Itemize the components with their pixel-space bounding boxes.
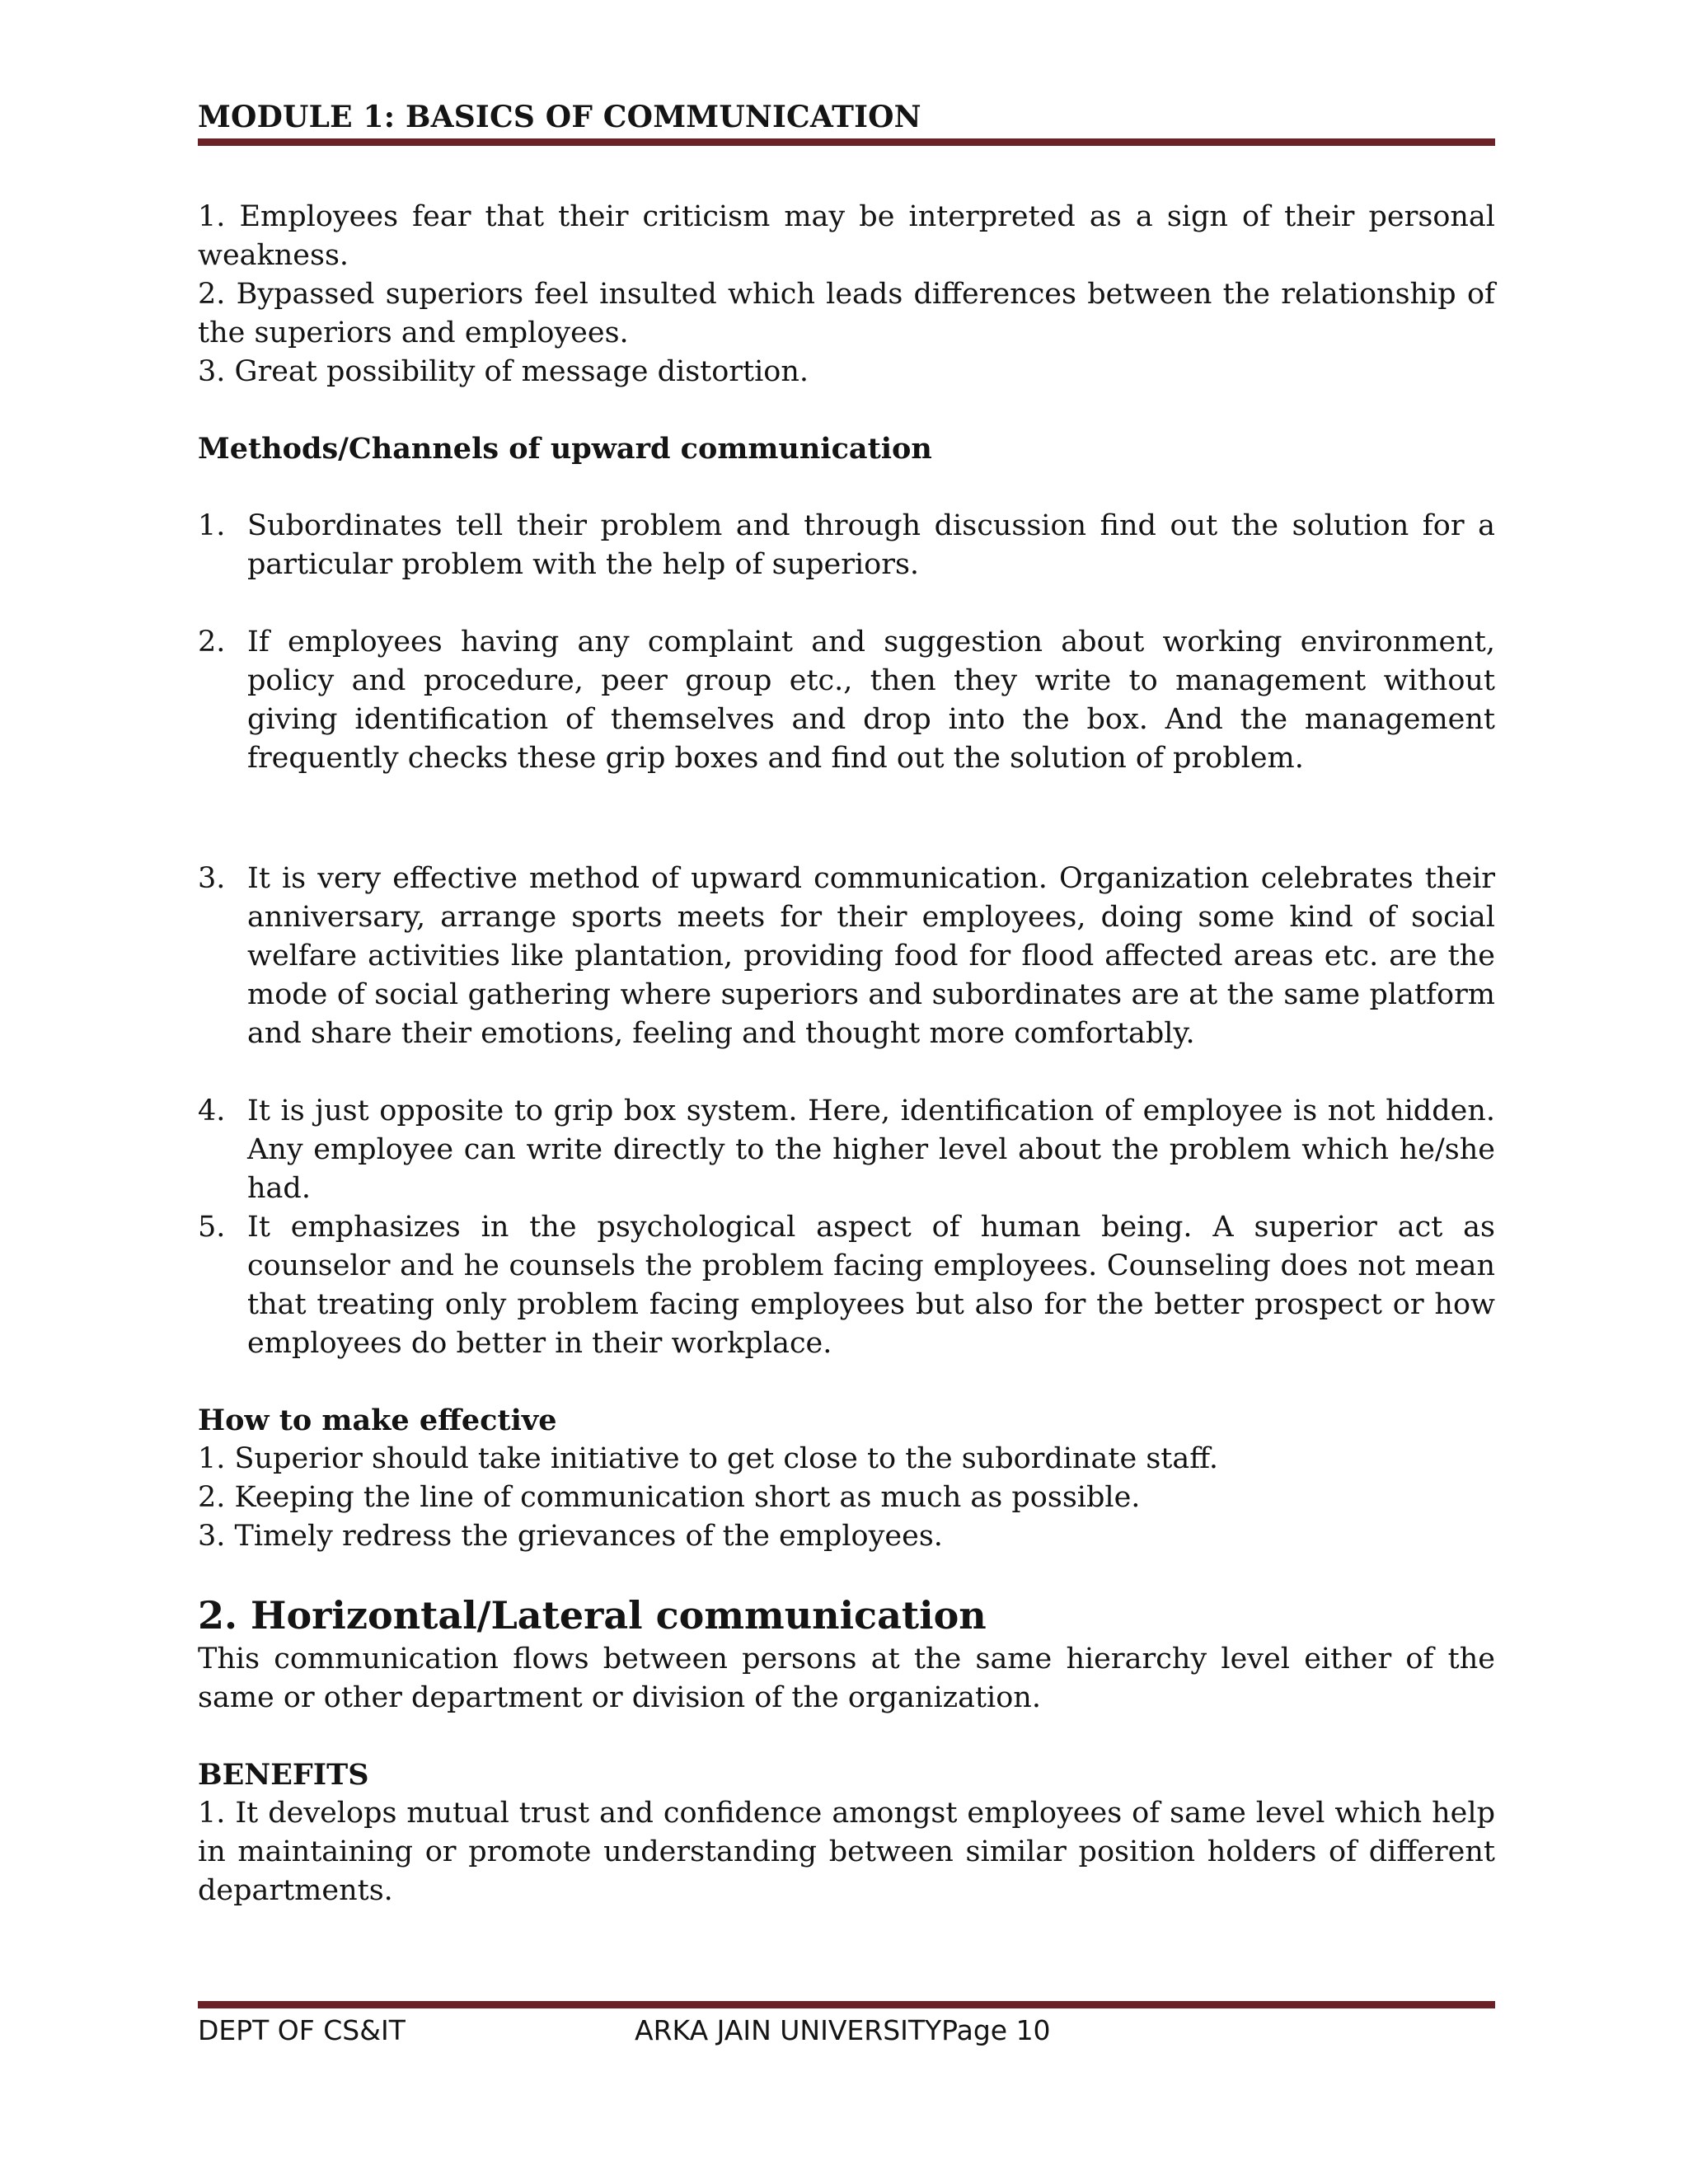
- method-item-2: [198, 623, 1495, 778]
- footer-university-page: ARKA JAIN UNIVERSITYPage 10: [635, 2014, 1051, 2046]
- effective-heading: How to make effective: [198, 1404, 557, 1437]
- effective-item: 1. Superior should take initiative to get close to the subordinate staff.: [198, 1442, 1218, 1475]
- disadvantages-list: [198, 198, 1495, 391]
- method-number: 1.: [198, 509, 226, 542]
- benefit-item: 1. It develops mutual trust and confidence amongst employees of same level which help in maintaining or promote understanding between similar position holders of different departments.: [198, 1797, 1495, 1907]
- benefits-heading: BENEFITS: [198, 1758, 369, 1792]
- method-item-4: [198, 1092, 1495, 1208]
- horizontal-heading: 2. Horizontal/Lateral communication: [198, 1593, 987, 1638]
- horizontal-section: [198, 1591, 1495, 1718]
- method-number: 5.: [198, 1211, 226, 1244]
- method-text: Subordinates tell their problem and through discussion find out the solution for a particular problem with the help of superiors.: [247, 509, 1495, 581]
- method-text: It emphasizes in the psychological aspect of human being. A superior act as counselor and he counsels the problem facing employees. Counseling does not mean that treating only problem facing employees but also for the better prospect or how employees do better in their workplace.: [247, 1211, 1495, 1360]
- method-item-3: [198, 860, 1495, 1053]
- method-text: If employees having any complaint and suggestion about working environment, policy and procedure, peer group etc., then they write to management without giving identification of themselves and drop into the box. And the management frequently checks these grip boxes and find out the solution of problem.: [247, 626, 1495, 775]
- method-number: 2.: [198, 626, 226, 658]
- effective-section: [198, 1401, 1495, 1556]
- horizontal-text: This communication flows between persons at the same hierarchy level either of the same or other department or division of the organization.: [198, 1643, 1495, 1714]
- footer-dept: DEPT OF CS&IT: [198, 2014, 406, 2046]
- page-footer: [198, 2006, 1495, 2055]
- benefits-section: [198, 1755, 1495, 1910]
- module-title: MODULE 1: BASICS OF COMMUNICATION: [198, 100, 921, 134]
- method-text: It is very effective method of upward communication. Organization celebrates their anniversary, arrange sports meets for their employees, doing some kind of social welfare activities like plantation, providing food for flood affected areas etc. are the mode of social gathering where superiors and subordinates are at the same platform and share their emotions, feeling and thought more comfortably.: [247, 862, 1495, 1050]
- method-item-5: [198, 1208, 1495, 1363]
- disadvantage-item: 1. Employees fear that their criticism may be interpreted as a sign of their personal weakness.: [198, 200, 1495, 272]
- method-number: 3.: [198, 862, 226, 895]
- methods-heading: Methods/Channels of upward communication: [198, 432, 932, 466]
- methods-section: [198, 429, 1495, 468]
- method-number: 4.: [198, 1094, 226, 1127]
- method-text: It is just opposite to grip box system. Here, identification of employee is not hidden. Any employee can write directly to the higher level about the problem which he/she had.: [247, 1094, 1495, 1205]
- disadvantage-item: 3. Great possibility of message distortion.: [198, 355, 809, 388]
- header-rule: [198, 138, 1495, 146]
- effective-item: 2. Keeping the line of communication short as much as possible.: [198, 1481, 1141, 1514]
- effective-item: 3. Timely redress the grievances of the employees.: [198, 1520, 943, 1553]
- disadvantage-item: 2. Bypassed superiors feel insulted which leads differences between the relationship of the superiors and employees.: [198, 278, 1495, 349]
- method-item-1: [198, 507, 1495, 584]
